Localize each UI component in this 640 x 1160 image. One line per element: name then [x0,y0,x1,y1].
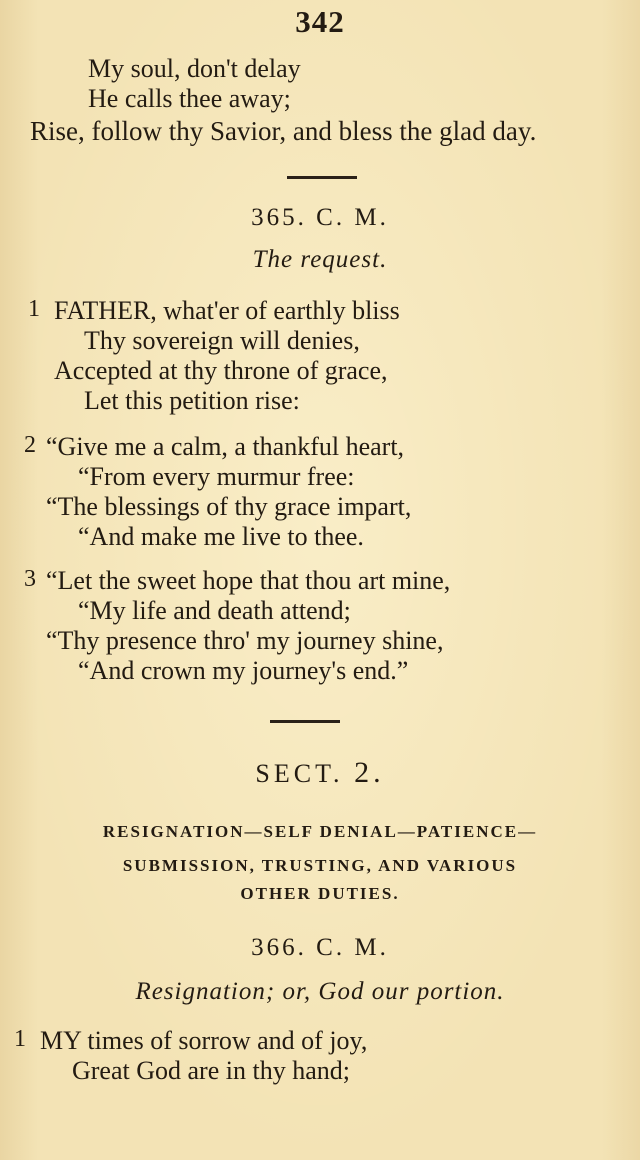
verse-number: 2 [24,432,36,458]
verse-line: “Thy presence thro' my journey shine, [46,626,444,655]
verse-line: “The blessings of thy grace impart, [46,492,412,521]
divider-rule [270,720,340,723]
section-subjects-line: OTHER DUTIES. [240,884,400,903]
section-heading [0,756,640,790]
verse-line: Accepted at thy throne of grace, [54,356,388,385]
verse-line: FATHER, what'er of earthly bliss [54,296,400,325]
verse-line: Let this petition rise: [84,386,300,415]
verse-line: “Let the sweet hope that thou art mine, [46,566,451,595]
verse-line: Great God are in thy hand; [72,1056,350,1085]
verse-number: 1 [28,296,40,322]
prev-hymn-line: He calls thee away; [88,84,291,113]
verse-line: “From every murmur free: [78,462,355,491]
verse-line: “And crown my journey's end.” [78,656,409,685]
hymn-title: The request. [252,246,388,273]
section-subjects-line: RESIGNATION—SELF DENIAL—PATIENCE— [102,822,538,841]
divider-rule [287,176,357,179]
section-number: 2. [354,756,385,789]
verse-line: “My life and death attend; [78,596,351,625]
verse-number: 3 [24,566,36,592]
verse-line: Thy sovereign will denies, [84,326,360,355]
hymn-heading: 366. C. M. [251,934,389,961]
verse-line: MY times of sorrow and of joy, [40,1026,368,1055]
verse-line: “And make me live to thee. [78,522,364,551]
hymn-title: Resignation; or, God our portion. [135,978,505,1005]
prev-hymn-line: Rise, follow thy Savior, and bless the glad day. [30,116,537,146]
section-subjects-line: SUBMISSION, TRUSTING, AND VARIOUS [122,856,518,875]
verse-number: 1 [14,1026,26,1052]
verse-line: “Give me a calm, a thankful heart, [46,432,405,461]
prev-hymn-line: My soul, don't delay [88,54,301,83]
page-number: 342 [295,4,345,39]
hymn-heading: 365. C. M. [251,204,389,231]
section-label: SECT. [255,759,344,788]
